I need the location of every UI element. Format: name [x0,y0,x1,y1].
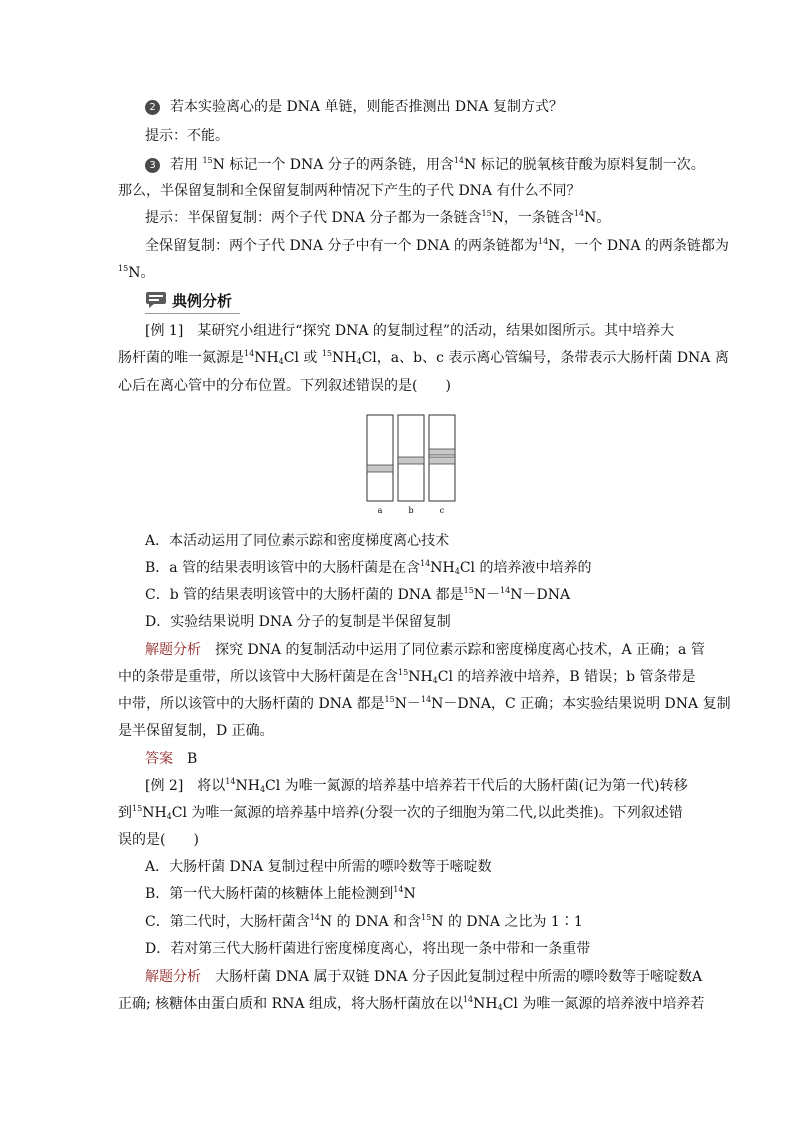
tube-c [429,415,455,501]
example-2-analysis-line-2: 正确; 核糖体由蛋白质和 RNA 组成，将大肠杆菌放在以$^{14}NH_4Cl$ 为唯一氮源的培养液中培养若 [118,995,705,1012]
centrifuge-tubes-figure [362,410,462,520]
example-2-analysis-line-1: 解题分析 大肠杆菌 DNA 属于双链 DNA 分子因此复制过程中所需的嘌呤数等于嘧啶数A [145,969,703,985]
chat-bubble-icon [145,291,167,309]
example-1-option-c: C．b 管的结果表明该管中的大肠杆菌的 DNA 都是$^{15}$N－$^{14}$N－DNA [145,586,571,603]
full-conservative-line-2: $^{15}$N。 [118,264,155,281]
number-badge-icon: 3 [145,158,160,173]
example-2-option-b: B．第一代大肠杆菌的核糖体上能检测到$^{14}$N [145,885,416,902]
example-1-answer: 答案 B [145,751,198,767]
example-1-analysis-line-3: 中带，所以该管中的大肠杆菌的 DNA 都是$^{15}$N－$^{14}$N－DNA，C 正确；本实验结果说明 DNA 复制 [118,695,731,712]
example-1-line-2: 肠杆菌的唯一氮源是$^{14}NH_4Cl$ 或 $^{15}NH_4Cl$，a、b、c 表示离心管编号，条带表示大肠杆菌 DNA 离 [118,349,729,366]
question-3-hint: 提示：半保留复制：两个子代 DNA 分子都为一条链含$^{15}$N，一条链含$^{14}$N。 [145,209,611,226]
full-conservative-line-1: 全保留复制：两个子代 DNA 分子中有一个 DNA 的两条链都为$^{14}$N，一个 DNA 的两条链都为 [145,237,729,254]
tube-a [367,415,393,501]
example-2-line-2: 到$^{15}NH_4Cl$ 为唯一氮源的培养基中培养(分裂一次的子细胞为第二代,以此类推)。下列叙述错 [118,804,683,821]
example-1-analysis-line-4: 是半保留复制，D 正确。 [118,723,274,739]
question-2-hint: 提示：不能。 [145,128,229,144]
example-1-option-b: B．a 管的结果表明该管中的大肠杆菌是在含$^{14}NH_4Cl$ 的培养液中培养的 [145,559,592,576]
example-1-option-a: A．本活动运用了同位素示踪和密度梯度离心技术 [145,533,450,549]
analysis-label: 解题分析 [145,642,201,658]
example-1-analysis-line-1: 解题分析 探究 DNA 的复制活动中运用了同位素示踪和密度梯度离心技术，A 正确；a 管 [145,642,705,658]
answer-label: 答案 [145,751,173,767]
analysis-label: 解题分析 [145,969,201,985]
question-3-line-1: 3 若用 $^{15}$N 标记一个 DNA 分子的两条链，用含$^{14}$N 标记的脱氧核苷酸为原料复制一次。 [145,155,705,175]
example-2-line-1: [例 2] 将以$^{14}NH_4Cl$ 为唯一氮源的培养基中培养若干代后的大肠杆菌(记为第一代)转移 [145,777,688,794]
example-2-option-c: C．第二代时，大肠杆菌含$^{14}$N 的 DNA 和含$^{15}$N 的 DNA 之比为 1∶1 [145,913,583,930]
tube-b [398,415,424,501]
example-2-line-3: 误的是( ) [118,832,199,848]
example-1-line-3: 心后在离心管中的分布位置。下列叙述错误的是( ) [118,378,451,394]
question-2-text: 若本实验离心的是 DNA 单链，则能否推测出 DNA 复制方式？ [170,99,563,115]
example-2-option-a: A．大肠杆菌 DNA 复制过程中所需的嘌呤数等于嘧啶数 [145,859,492,875]
example-1-option-d: D．实验结果说明 DNA 分子的复制是半保留复制 [145,614,451,630]
section-title: 典例分析 [172,292,233,310]
question-3-line-2: 那么，半保留复制和全保留复制两种情况下产生的子代 DNA 有什么不同？ [118,183,581,199]
number-badge-icon: 2 [145,100,160,115]
example-2-option-d: D．若对第三代大肠杆菌进行密度梯度离心，将出现一条中带和一条重带 [145,941,591,957]
tube-label-b: b [408,506,414,515]
question-2 [145,97,563,117]
example-1-analysis-line-2: 中的条带是重带，所以该管中大肠杆菌是在含$^{15}NH_4Cl$ 的培养液中培养，B 错误；b 管条带是 [118,668,696,685]
example-1-line-1: [例 1] 某研究小组进行“探究 DNA 的复制过程”的活动，结果如图所示。其中培养大 [145,323,675,339]
section-divider [145,313,240,314]
tube-label-a: a [377,506,383,515]
tube-label-c: c [439,506,445,515]
